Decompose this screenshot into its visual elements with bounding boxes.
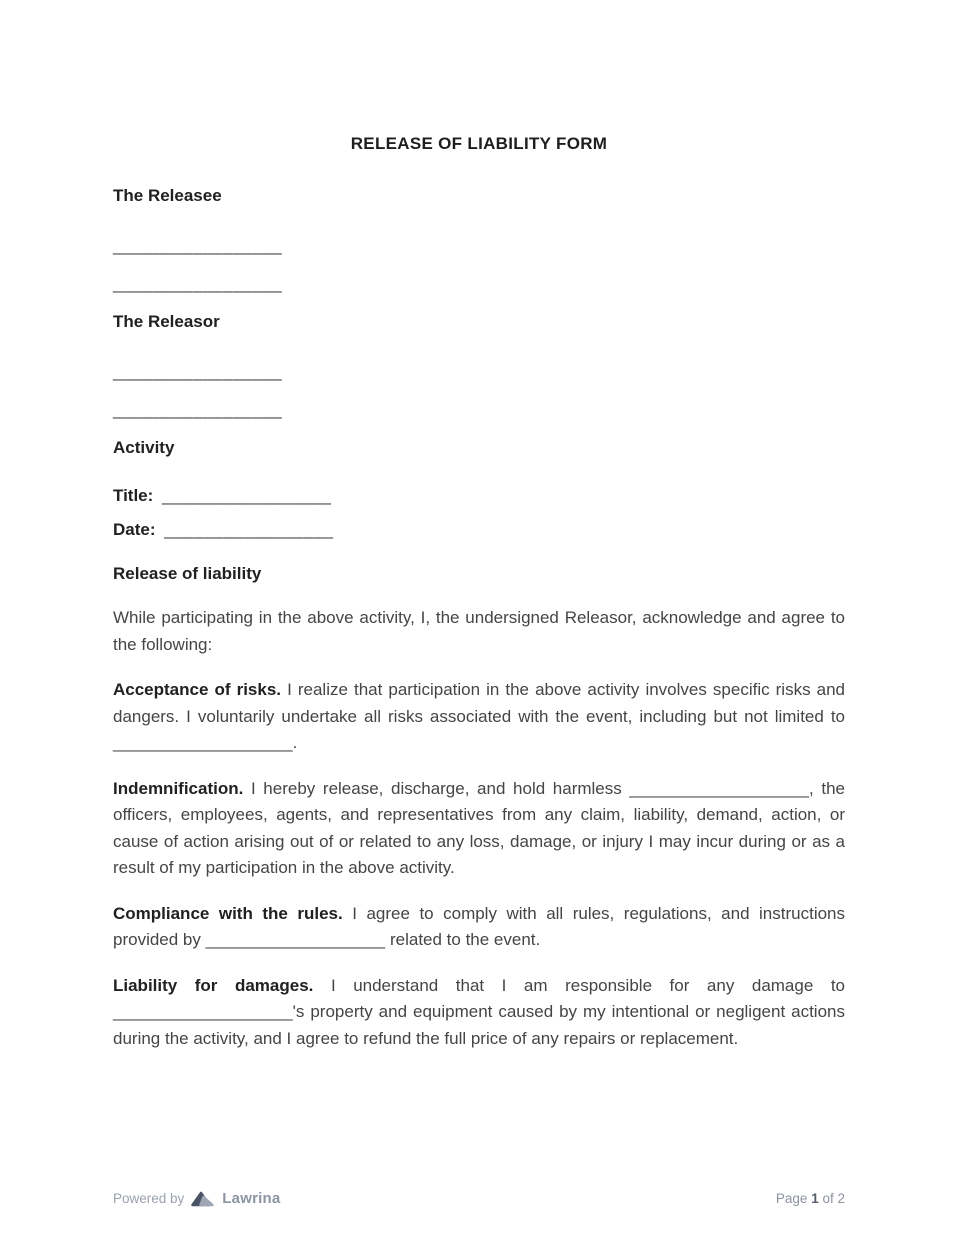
- clause-acceptance-of-risks: [113, 677, 845, 757]
- activity-title-blank: _________________: [162, 486, 332, 505]
- activity-title-field: [113, 483, 845, 509]
- activity-date-label: Date:: [113, 520, 156, 539]
- brand-name: Lawrina: [222, 1190, 281, 1207]
- lawrina-mountain-logo-icon: [191, 1191, 215, 1207]
- activity-heading: Activity: [113, 438, 175, 457]
- clause-lead: Acceptance of risks.: [113, 680, 282, 699]
- clause-body: I understand that I am responsible for any damage to ___________________'s property and equipment caused by my intentional or negligent actions during the activity, and I agree to refund the full price of any repairs or replacement.: [113, 975, 846, 1048]
- page-indicator: [776, 1191, 845, 1206]
- clause-lead: Liability for damages.: [113, 975, 314, 995]
- releasee-heading: The Releasee: [113, 186, 222, 205]
- releasee-blank-2: _________________: [113, 274, 283, 293]
- activity-date-blank: _________________: [164, 520, 334, 539]
- powered-by-group: [113, 1190, 280, 1207]
- releasee-blank-1: _________________: [113, 236, 283, 255]
- page-number: 1: [811, 1191, 819, 1206]
- release-intro-paragraph: While participating in the above activity, I, the undersigned Releasor, acknowledge and agree to the following:: [113, 608, 845, 654]
- clause-indemnification: [113, 776, 845, 882]
- clause-body: I agree to comply with all rules, regulations, and instructions provided by ___________________ related to the event.: [113, 903, 846, 949]
- releasor-blank-2: _________________: [113, 400, 283, 419]
- page-footer: [113, 1190, 845, 1207]
- page-total: of 2: [822, 1191, 845, 1206]
- clause-compliance-with-rules: [113, 901, 845, 954]
- clause-lead: Compliance with the rules.: [113, 903, 343, 923]
- release-of-liability-heading: Release of liability: [113, 564, 262, 583]
- clause-liability-for-damages: [113, 973, 845, 1053]
- page-label: Page: [775, 1191, 808, 1206]
- powered-by-label: Powered by: [113, 1191, 185, 1206]
- activity-date-field: [113, 517, 845, 543]
- clause-lead: Indemnification.: [113, 778, 244, 798]
- releasor-blank-1: _________________: [113, 362, 283, 381]
- releasor-heading: The Releasor: [113, 312, 220, 331]
- document-title: RELEASE OF LIABILITY FORM: [350, 134, 608, 153]
- activity-title-label: Title:: [113, 486, 154, 505]
- clause-body: I hereby release, discharge, and hold harmless ___________________, the officers, employees, agents, and representatives from any claim, liability, demand, action, or cause of action arising out of or related to any loss, damage, or injury I may incur during or as a result of my participation in the above activity.: [113, 778, 845, 877]
- clause-body: I realize that participation in the above activity involves specific risks and dangers. I voluntarily undertake all risks associated with the event, including but not limited to ___________________.: [113, 680, 845, 752]
